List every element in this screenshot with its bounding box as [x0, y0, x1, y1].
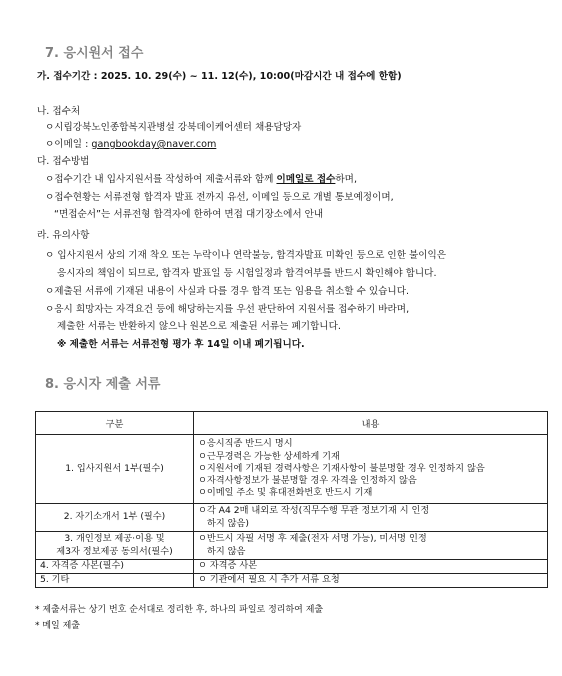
table-header-content: 내용 [194, 412, 548, 435]
notes-line-2: 응시자의 책임이 되므로, 합격자 발표일 등 시험일정과 합격여부를 반드시 확인해야 합니다. [57, 268, 437, 279]
row-1-content-line-5: ㅇ이메일 주소 및 휴대전화번호 반드시 기재 [198, 487, 373, 499]
row-5-name-line: 5. 기타 [40, 574, 70, 586]
application-period: 가. 접수기간 : 2025. 10. 29(수) ~ 11. 12(수), 10:00(마감시간 내 접수에 한함) [37, 71, 402, 82]
place-org: ㅇ시립강북노인종합복지관병설 강북데이케어센터 채용담당자 [45, 122, 302, 133]
method-heading: 다. 접수방법 [37, 156, 90, 167]
method-line-1-emphasis: 이메일로 접수 [276, 174, 336, 185]
method-line-1-post: 하며, [335, 174, 357, 185]
row-2-name [36, 504, 194, 532]
row-5-content-line: ㅇ 기관에서 필요 시 추가 서류 요청 [198, 574, 340, 586]
table-row [36, 574, 548, 588]
row-3-name [36, 532, 194, 560]
method-line-3: “면접순서”는 서류전형 합격자에 한하여 면접 대기장소에서 안내 [54, 209, 324, 220]
row-5-content [194, 574, 548, 588]
table-row [36, 560, 548, 574]
row-3-name-line-1: 3. 개인정보 제공·이용 및 [64, 533, 165, 545]
table-header-category: 구분 [36, 412, 194, 435]
row-3-name-line-2: 제3자 정보제공 동의서(필수) [56, 545, 173, 557]
table-row [36, 504, 548, 532]
row-4-name [36, 560, 194, 574]
row-1-content-line-3: ㅇ지원서에 기재된 경력사항은 기재사항이 불분명할 경우 인정하지 않음 [198, 462, 485, 474]
row-1-content-line-2: ㅇ근무경력은 가능한 상세하게 기재 [198, 450, 340, 462]
row-4-content [194, 560, 548, 574]
row-1-content-line-1: ㅇ응시직종 반드시 명시 [198, 438, 293, 450]
email-link[interactable]: gangbookday@naver.com [91, 139, 217, 150]
row-1-name-line: 1. 입사지원서 1부(필수) [65, 462, 164, 474]
row-2-content-line-2: 하지 않음) [207, 517, 250, 529]
notes-line-5: 제출한 서류는 반환하지 않으나 원본으로 제출된 서류는 폐기합니다. [57, 321, 341, 332]
row-2-content [194, 504, 548, 532]
row-3-content-line-2: 하지 않음 [207, 545, 246, 557]
notes-line-4: ㅇ응시 희망자는 자격요건 등에 해당하는지를 우선 판단하여 지원서를 접수하기 바라며, [45, 304, 410, 315]
row-5-name [36, 574, 194, 588]
footnote-1: * 제출서류는 상기 번호 순서대로 정리한 후, 하나의 파일로 정리하여 제출 [35, 605, 324, 615]
table-header-row [36, 412, 548, 435]
method-line-2: ㅇ접수현황는 서류전형 합격자 발표 전까지 유선, 이메일 등으로 개별 통보예정이며, [45, 192, 394, 203]
section-7-title: 7. 응시원서 접수 [45, 46, 144, 61]
row-1-content [194, 435, 548, 504]
notes-line-1: ㅇ 입사지원서 상의 기재 착오 또는 누락이나 연락불능, 합격자발표 미확인 등으로 인한 불이익은 [45, 250, 447, 261]
row-2-name-line: 2. 자기소개서 1부 (필수) [63, 511, 166, 523]
row-1-name [36, 435, 194, 504]
documents-table [35, 411, 548, 588]
table-row [36, 532, 548, 560]
row-1-content-line-4: ㅇ자격사항정보가 불분명할 경우 자격을 인정하지 않음 [198, 475, 417, 487]
notes-warning: ※ 제출한 서류는 서류전형 평가 후 14일 이내 폐기됩니다. [57, 339, 305, 350]
method-line-1 [45, 173, 357, 187]
place-email-label: ㅇ이메일 : [45, 139, 92, 150]
method-line-1-pre: ㅇ접수기간 내 입사지원서를 작성하여 제출서류와 함께 [45, 174, 277, 185]
notes-line-3: ㅇ제출된 서류에 기재된 내용이 사실과 다를 경우 합격 또는 임용을 취소할 수 있습니다. [45, 286, 410, 297]
row-4-name-line: 4. 자격증 사본(필수) [40, 560, 124, 572]
section-8-title: 8. 응시자 제출 서류 [45, 377, 161, 392]
notes-heading: 라. 유의사항 [37, 230, 90, 241]
place-heading: 나. 접수처 [37, 106, 81, 117]
place-email-row [45, 138, 216, 152]
row-2-content-line-1: ㅇ각 A4 2매 내외로 작성(직무수행 무관 정보기재 시 인정 [198, 505, 430, 517]
footnote-2: * 메일 제출 [35, 621, 80, 631]
row-3-content [194, 532, 548, 560]
row-4-content-line: ㅇ 자격증 사본 [198, 560, 258, 572]
table-row [36, 435, 548, 504]
row-3-content-line-1: ㅇ반드시 자필 서명 후 제출(전자 서명 가능), 미서명 인정 [198, 533, 427, 545]
